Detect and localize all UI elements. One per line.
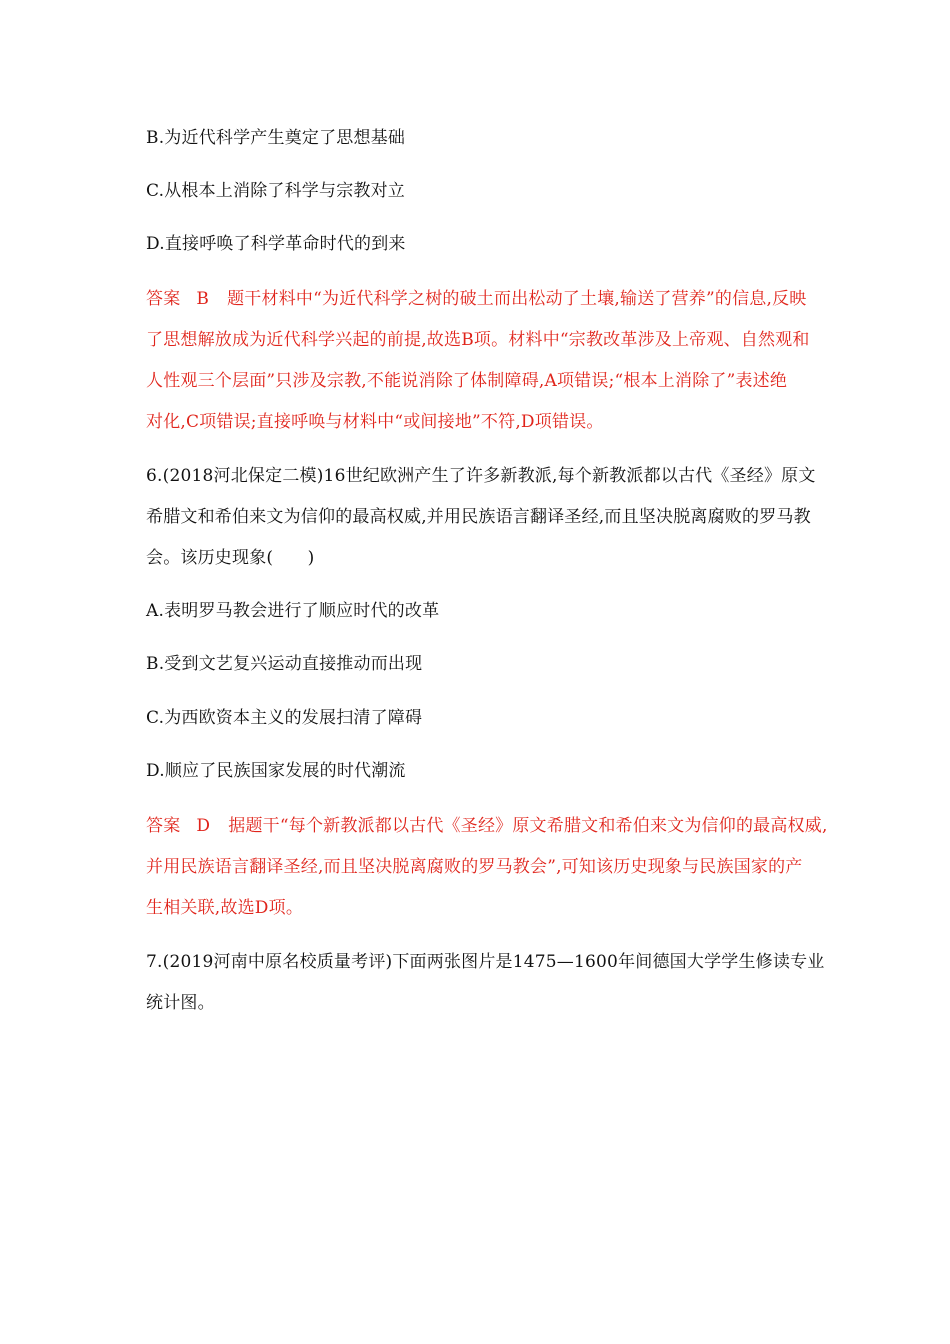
q6-stem-line-2: 希腊文和希伯来文为信仰的最高权威,并用民族语言翻译圣经,而且坚决脱离腐败的罗马教: [146, 507, 811, 527]
q6-stem-line-3: 会。该历史现象( ): [146, 548, 315, 568]
q6-stem-line-1: 6.(2018河北保定二模)16世纪欧洲产生了许多新教派,每个新教派都以古代《圣经》原文: [146, 466, 816, 486]
answer-text: 题干材料中“为近代科学之树的破土而出松动了土壤,输送了营养”的信息,反映: [227, 289, 807, 309]
answer-text: 据题干“每个新教派都以古代《圣经》原文希腊文和希伯来文为信仰的最高权威,: [228, 816, 828, 836]
q5-answer-line-4: 对化,C项错误;直接呼唤与材料中“或间接地”不符,D项错误。: [146, 412, 604, 432]
q5-answer-line-3: 人性观三个层面”只涉及宗教,不能说消除了体制障碍,A项错误;“根本上消除了”表述绝: [146, 371, 788, 391]
q5-answer-line-2: 了思想解放成为近代科学兴起的前提,故选B项。材料中“宗教改革涉及上帝观、自然观和: [146, 330, 810, 350]
q5-option-d: D.直接呼唤了科学革命时代的到来: [146, 234, 406, 254]
q5-option-b: B.为近代科学产生奠定了思想基础: [146, 128, 406, 148]
answer-key: B: [196, 289, 210, 309]
q6-answer-line-3: 生相关联,故选D项。: [146, 898, 304, 918]
answer-tag: 答案: [146, 289, 181, 309]
answer-key: D: [196, 816, 211, 836]
q6-answer-line-1: [146, 815, 828, 837]
q6-option-d: D.顺应了民族国家发展的时代潮流: [146, 761, 406, 781]
q5-option-c: C.从根本上消除了科学与宗教对立: [146, 181, 406, 201]
q6-option-b: B.受到文艺复兴运动直接推动而出现: [146, 654, 423, 674]
q6-option-a: A.表明罗马教会进行了顺应时代的改革: [146, 601, 440, 621]
q6-option-c: C.为西欧资本主义的发展扫清了障碍: [146, 708, 423, 728]
q7-stem-line-2: 统计图。: [146, 993, 215, 1013]
q7-stem-line-1: 7.(2019河南中原名校质量考评)下面两张图片是1475—1600年间德国大学学生修读专业: [146, 952, 825, 972]
answer-tag: 答案: [146, 816, 181, 836]
q5-answer-line-1: [146, 288, 816, 310]
q6-answer-line-2: 并用民族语言翻译圣经,而且坚决脱离腐败的罗马教会”,可知该历史现象与民族国家的产: [146, 857, 803, 877]
